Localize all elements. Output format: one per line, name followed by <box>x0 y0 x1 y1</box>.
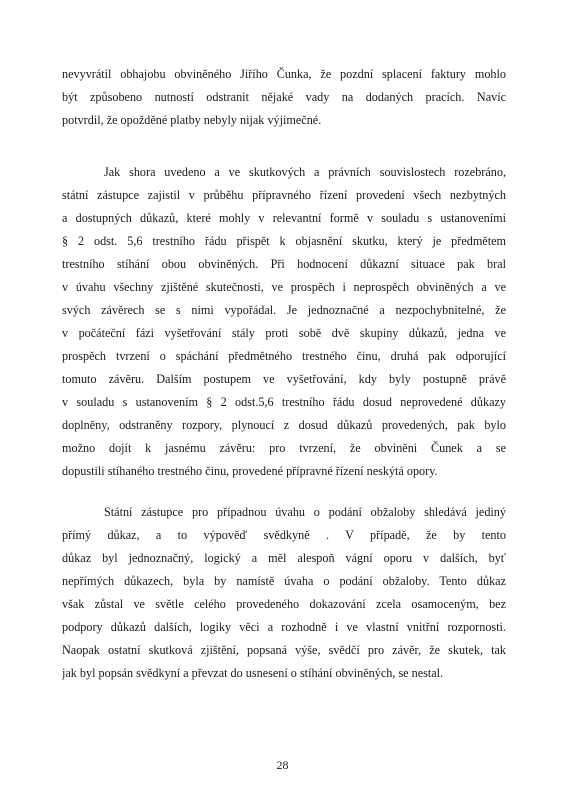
text-line: a dostupných důkazů, které mohly v relevantní formě v souladu s ustanoveními <box>62 211 506 225</box>
text-line: podpory důkazů dalších, logiky věci a rozhodně i ve vlastní vnitřní rozpornosti. <box>62 620 506 634</box>
text-line: státní zástupce zajistil v průběhu přípravného řízení provedení všech nezbytných <box>62 188 506 202</box>
text-line: možno dojít k jasnému závěru: pro tvrzení, že obviněni Čunek a se <box>62 441 506 455</box>
text-line: trestního stíhání obou obviněných. Při hodnocení důkazní situace pak bral <box>62 257 506 271</box>
text-line: dopustili stíhaného trestného činu, provedené přípravné řízení neskýtá opory. <box>62 464 438 478</box>
paragraph-3 <box>62 501 506 685</box>
paragraph-1 <box>62 63 506 132</box>
text-line: v souladu s ustanovením § 2 odst.5,6 trestního řádu dosud neprovedené důkazy <box>62 395 506 409</box>
text-line: v úvahu všechny zjištěné skutečnosti, ve prospěch i neprospěch obviněných a ve <box>62 280 506 294</box>
text-line: tomuto závěru. Dalším postupem ve vyšetřování, kdy byly postupně právě <box>62 372 506 386</box>
text-line: prospěch tvrzení o spáchání předmětného trestného činu, druhá pak odporující <box>62 349 506 363</box>
paragraph-2 <box>62 161 506 483</box>
text-line: být způsobeno nutností odstranit nějaké vady na dodaných pracích. Navíc <box>62 90 506 104</box>
text-line: potvrdil, že opožděné platby nebyly nijak výjimečné. <box>62 113 322 127</box>
text-line: v počáteční fázi vyšetřování stály proti sobě dvě skupiny důkazů, jedna ve <box>62 326 506 340</box>
text-line: však zůstal ve světle celého provedeného dokazování zcela osamoceným, bez <box>62 597 506 611</box>
text-line: Jak shora uvedeno a ve skutkových a právních souvislostech rozebráno, <box>104 165 506 179</box>
page-number: 28 <box>276 758 289 772</box>
text-line: svých závěrech se s nimi vypořádal. Je jednoznačné a nezpochybnitelné, že <box>62 303 506 317</box>
text-line: doplněny, odstraněny rozpory, plynoucí z dosud důkazů provedených, pak bylo <box>62 418 506 432</box>
text-line: § 2 odst. 5,6 trestního řádu přispět k objasnění skutku, který je předmětem <box>62 234 506 248</box>
text-line: Státní zástupce pro případnou úvahu o podání obžaloby shledává jediný <box>104 505 506 519</box>
text-line: jak byl popsán svědkyní a převzat do usnesení o stíhání obviněných, se nestal. <box>62 666 444 680</box>
text-line: přímý důkaz, a to výpověď svědkyně . V případě, že by tento <box>62 528 506 542</box>
text-line: nepřímých důkazech, byla by namístě úvaha o podání obžaloby. Tento důkaz <box>62 574 506 588</box>
text-line: Naopak ostatní skutková zjištění, popsaná výše, svědčí pro závěr, že skutek, tak <box>62 643 506 657</box>
text-line: nevyvrátil obhajobu obviněného Jiřího Čunka, že pozdní splacení faktury mohlo <box>62 67 506 81</box>
text-line: důkaz byl jednoznačný, logický a měl alespoň vágní oporu v dalších, byť <box>62 551 506 565</box>
